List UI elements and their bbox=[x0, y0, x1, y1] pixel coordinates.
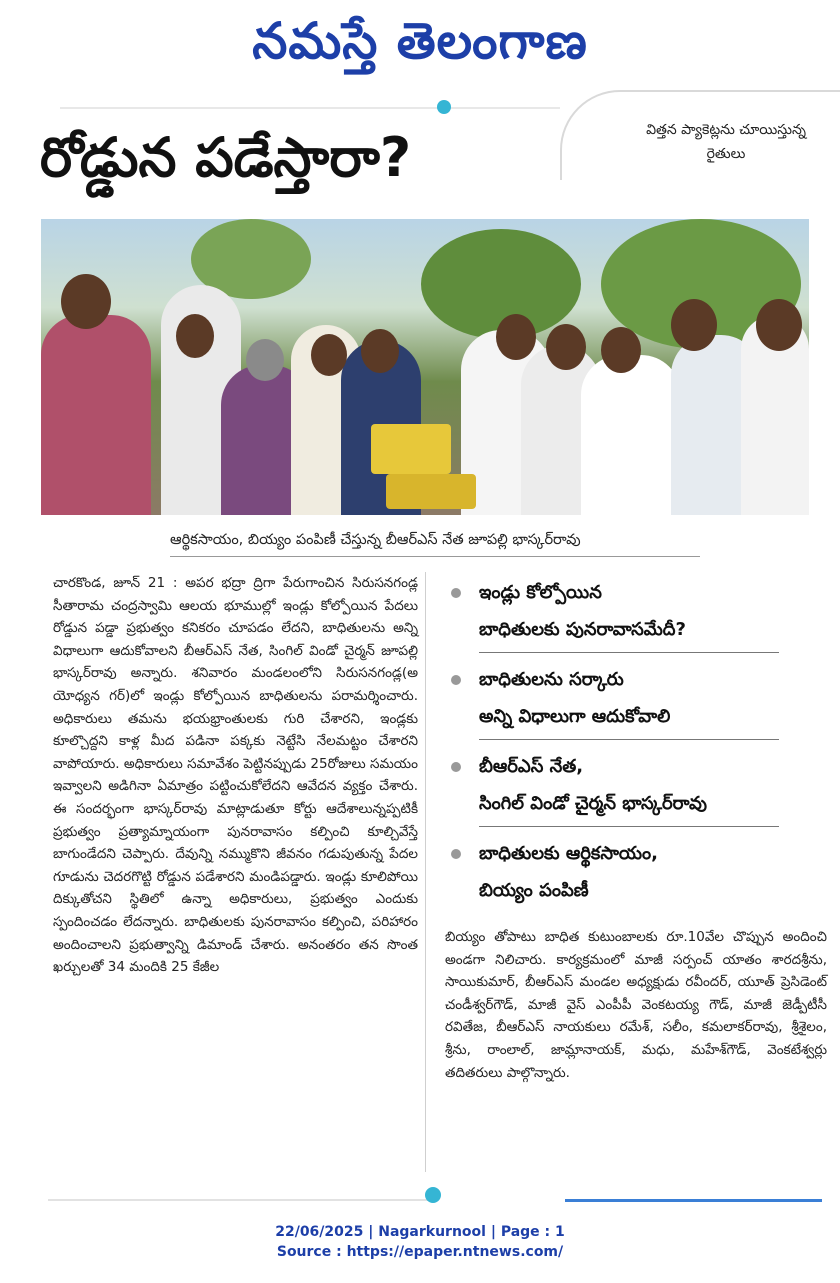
article-body-left: చారకొండ, జూన్ 21 : అపర భద్రా ద్రిగా పేరుగాంచిన సిరుసనగండ్ల సీతారామ చంద్రస్వామి ఆలయ భూముల్లో ఇండ్లు కోల్పోయిన పేదలు రోడ్డున పడ్డా ప్రభుత్వం కనికరం చూపడం లేదని, బాధితులను అన్ని విధాలుగా ఆదుకోవాలని బీఆర్ఎస్ నేత, సింగిల్ విండో చైర్మన్ జూపల్లి భాస్కర్‌రావు అన్నారు. శనివారం మండలంలోని సిరుసనగండ్ల(అ యోధ్యన గర్)లో ఇండ్లు కోల్పోయిన బాధితులను పరామర్శించారు. అధికారులు తమను భయభ్రాంతులకు గురి చేశారని, ఇండ్లకు కూల్చొద్దని కాళ్ల మీద పడినా పక్కకు నెట్టేసి నేలమట్టం చేశారని వాపోయారు. అధికారులు సమావేశం పెట్టినప్పుడు 25రోజులు సమయం ఇవ్వాలని అడిగినా ఏమాత్రం పట్టించుకోలేదని ఆవేదన వ్యక్తం చేశారు. ఈ సందర్భంగా భాస్కర్‌రావు మాట్లాడుతూ కోర్టు ఆదేశాలున్నప్పటికీ ప్రభుత్వం ప్రత్యామ్నాయంగా పునరావాసం కల్పించి కూల్చివేస్తే బాగుండేదని చెప్పారు. దేవున్ని నమ్ముకొని జీవనం గడుపుతున్న పేదల గూడును చెదరగొట్టి రోడ్డున పడేశారని మండిపడ్డారు. ఇండ్లు కూలిపోయి దిక్కుతోచని స్థితిలో ఉన్నా అధికారులు, ప్రభుత్వం ఎందుకు స్పందించడం లేదన్నారు. బాధితులకు పునరావాసం కల్పించి, పరిహారం అందించాలని ప్రభుత్వాన్ని డిమాండ్ చేశారు. అనంతరం తన సొంత ఖర్చులతో 34 మందికి 25 కేజీల bbox=[53, 575, 418, 976]
top-accent-dot bbox=[437, 100, 451, 114]
footer-source-link[interactable]: Source : https://epaper.ntnews.com/ bbox=[276, 1244, 564, 1260]
news-photo bbox=[41, 219, 809, 515]
page-footer bbox=[0, 1222, 840, 1262]
top-divider bbox=[60, 107, 560, 109]
photo-caption-rule bbox=[170, 556, 700, 557]
bottom-divider-left bbox=[48, 1199, 428, 1201]
footer-date-edition: 22/06/2025 | Nagarkurnool | Page : 1 bbox=[275, 1224, 565, 1240]
side-caption-line1: విత్తన ప్యాకెట్లను చూయిస్తున్న bbox=[646, 122, 806, 138]
highlight-line2: సింగిల్ విండో చైర్మన్ భాస్కర్‌రావు bbox=[479, 793, 707, 814]
highlight-item bbox=[445, 661, 765, 740]
bullet-dot-icon bbox=[451, 588, 461, 598]
bottom-accent-dot bbox=[425, 1187, 441, 1203]
article-body-right: బియ్యం తోపాటు బాధిత కుటుంబాలకు రూ.10వేల చొప్పున అందించి అండగా నిలిచారు. కార్యక్రమంలో మాజీ సర్పంచ్ యాతం శారదశ్రీను, సాయికుమార్, బీఆర్ఎస్ మండల అధ్యక్షుడు రవీందర్, యూత్ ప్రెసిడెంట్ చండీశ్వర్‌గౌడ్, మాజీ వైస్ ఎంపీపీ వెంకటయ్య గౌడ్, మాజీ జెడ్పీటీసీ రవితేజ, బీఆర్ఎస్ నాయకులు రమేశ్, సలీం, కమలాకర్‌రావు, శ్రీశైలం, శ్రీను, రాంలాల్, జామ్లానాయక్, మధు, మహేశ్‌గౌడ్, వెంకటేశ్వర్లు తదితరులు పాల్గొన్నారు. bbox=[445, 929, 827, 1081]
highlight-line1: బీఆర్ఎస్ నేత, bbox=[479, 756, 584, 777]
highlight-line1: బాధితులను సర్కారు bbox=[479, 669, 624, 690]
side-caption-line2: రైతులు bbox=[706, 146, 746, 162]
highlight-item bbox=[445, 574, 765, 653]
highlight-line2: బాధితులకు పునరావాసమేదీ? bbox=[479, 619, 686, 640]
bullet-dot-icon bbox=[451, 762, 461, 772]
highlight-line1: బాధితులకు ఆర్థికసాయం, bbox=[479, 843, 658, 864]
column-divider bbox=[425, 572, 426, 1172]
bullet-dot-icon bbox=[451, 849, 461, 859]
side-caption bbox=[612, 118, 840, 166]
highlight-line1: ఇండ్లు కోల్పోయిన bbox=[479, 582, 602, 603]
highlight-item bbox=[445, 748, 765, 827]
highlight-line2: బియ్యం పంపిణీ bbox=[479, 880, 589, 901]
photo-caption: ఆర్థికసాయం, బియ్యం పంపిణీ చేస్తున్న బీఆర్ఎస్ నేత జూపల్లి భాస్కర్‌రావు bbox=[170, 532, 581, 548]
newspaper-title: నమస్తే తెలంగాణ bbox=[252, 11, 588, 70]
highlight-rule bbox=[479, 652, 779, 653]
bottom-divider-right bbox=[565, 1199, 822, 1202]
headline: రోడ్డున పడేస్తారా? bbox=[40, 126, 412, 189]
masthead bbox=[0, 0, 840, 80]
highlight-item bbox=[445, 835, 765, 909]
highlights-box bbox=[445, 574, 765, 917]
bullet-dot-icon bbox=[451, 675, 461, 685]
highlight-rule bbox=[479, 826, 779, 827]
highlight-rule bbox=[479, 739, 779, 740]
highlight-line2: అన్ని విధాలుగా ఆదుకోవాలి bbox=[479, 706, 671, 727]
